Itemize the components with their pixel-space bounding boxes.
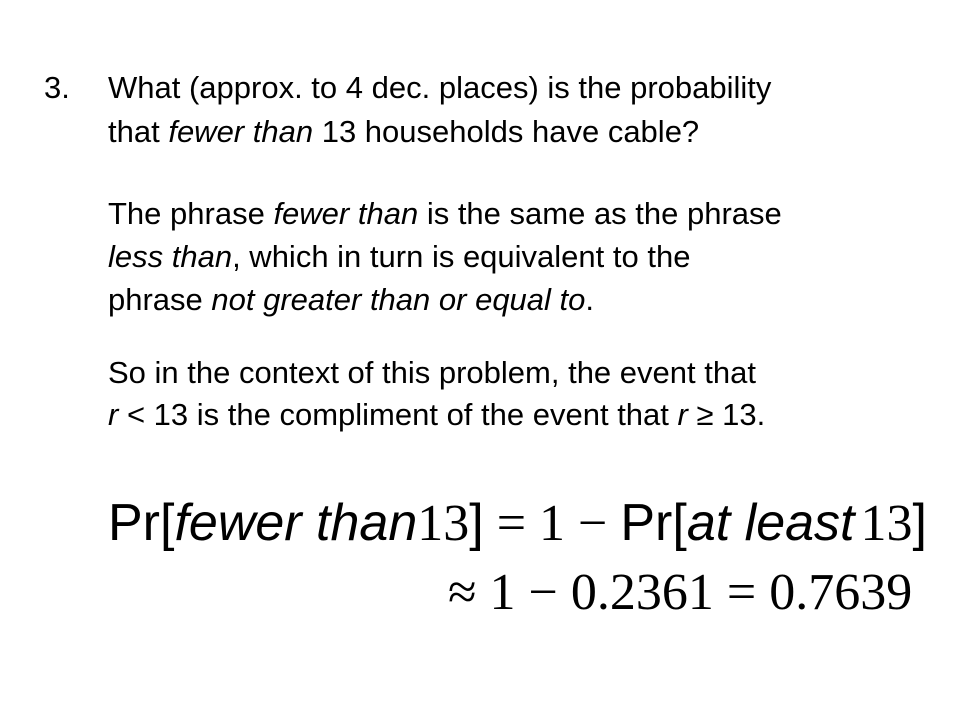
- eq-at-least: at least: [686, 494, 855, 552]
- question-text-2a: that: [108, 114, 169, 149]
- context-text-2b: ≥ 13.: [687, 397, 766, 432]
- explanation-text-1-italic: fewer than: [273, 196, 419, 231]
- question-text-2-italic: fewer than: [168, 114, 314, 149]
- eq-pr-1: Pr[: [108, 494, 175, 552]
- explanation-text-2b: , which in turn is equivalent to the: [232, 239, 691, 274]
- explanation-line-2: [108, 235, 690, 279]
- explanation-text-1b: is the same as the phrase: [418, 196, 782, 231]
- eq-fewer-than: fewer than: [174, 494, 418, 552]
- explanation-text-3a: phrase: [108, 282, 212, 317]
- eq-number-1: 13: [417, 495, 470, 552]
- equation-line-2: ≈ 1 − 0.2361 = 0.7639: [448, 564, 913, 621]
- eq-close-2: ]: [912, 494, 927, 552]
- question-number: 3.: [44, 70, 70, 105]
- eq-number-2: 13: [860, 495, 913, 552]
- context-r-2: r: [677, 397, 688, 432]
- explanation-line-3: [108, 278, 594, 322]
- question-line-2: [108, 110, 699, 154]
- explanation-line-1: [108, 192, 782, 236]
- explanation-text-1a: The phrase: [108, 196, 274, 231]
- equation-line-1: [108, 488, 927, 559]
- question-line-1: [108, 66, 771, 110]
- explanation-text-3-italic: not greater than or equal to: [211, 282, 586, 317]
- context-text-2a: < 13 is the compliment of the event that: [118, 397, 678, 432]
- eq-pr-2: Pr[: [620, 494, 687, 552]
- context-line-2: [108, 393, 765, 437]
- context-r-1: r: [108, 397, 119, 432]
- explanation-text-3b: .: [585, 282, 595, 317]
- eq-close-1: ]: [469, 494, 484, 552]
- context-line-1: [108, 351, 756, 395]
- question-text-2b: 13 households have cable?: [313, 114, 700, 149]
- eq-equals-one-minus: = 1 −: [483, 495, 621, 552]
- question-text-1: What (approx. to 4 dec. places) is the probability: [108, 70, 772, 105]
- context-text-1: So in the context of this problem, the event that: [108, 355, 756, 390]
- explanation-text-2-italic: less than: [108, 239, 233, 274]
